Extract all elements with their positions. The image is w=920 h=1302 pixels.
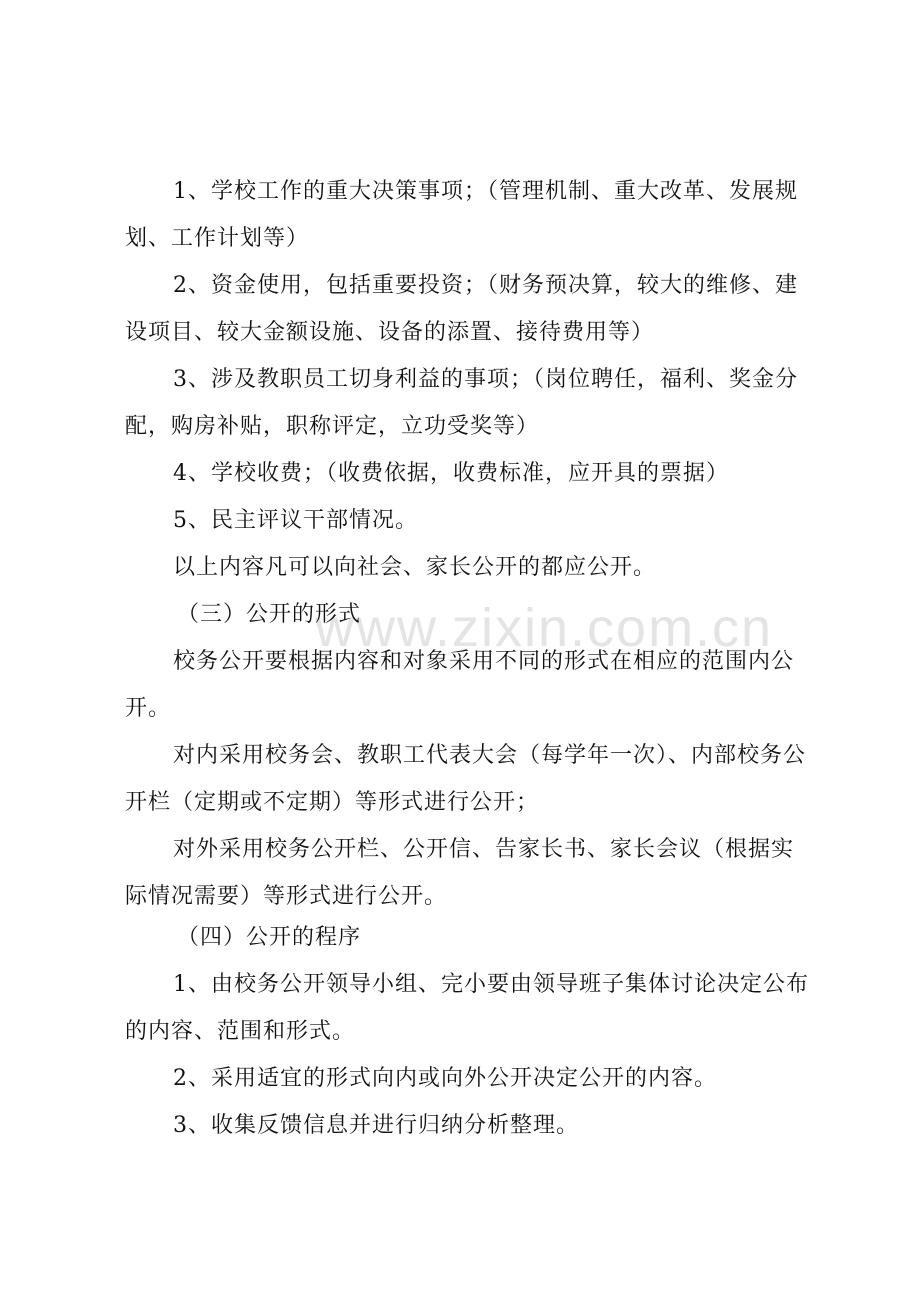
paragraph-forms-intro: 校务公开要根据内容和对象采用不同的形式在相应的范围内公开。 [125,649,795,721]
paragraph-decision-items: 1、学校工作的重大决策事项；（管理机制、重大改革、发展规划、工作计划等） [125,179,798,251]
paragraph-procedure-step-1: 1、由校务公开领导小组、完小要由领导班子集体讨论决定公布的内容、范围和形式。 [125,972,809,1044]
paragraph-fund-usage: 2、资金使用，包括重要投资；（财务预决算，较大的维修、建设项目、较大金额设施、设备的添置、接待费用等） [125,273,798,345]
paragraph-external-forms: 对外采用校务公开栏、公开信、告家长书、家长会议（根据实际情况需要）等形式进行公开。 [125,837,795,909]
paragraph-cadre-evaluation: 5、民主评议干部情况。 [173,508,418,533]
paragraph-procedure-step-3: 3、收集反馈信息并进行归纳分析整理。 [173,1113,579,1138]
paragraph-school-fees: 4、学校收费；（收费依据，收费标准，应开具的票据） [173,461,729,486]
watermark-text: www.zixin.com.cn [315,598,774,658]
paragraph-public-summary: 以上内容凡可以向社会、家长公开的都应公开。 [173,555,657,580]
section-heading-procedure: （四）公开的程序 [177,925,362,950]
paragraph-staff-interests: 3、涉及教职员工切身利益的事项；（岗位聘任，福利、奖金分配，购房补贴，职称评定，立功受奖等） [125,367,798,439]
section-heading-forms: （三）公开的形式 [177,602,362,627]
paragraph-procedure-step-2: 2、采用适宜的形式向内或向外公开决定公开的内容。 [173,1066,717,1091]
paragraph-internal-forms: 对内采用校务会、教职工代表大会（每学年一次）、内部校务公开栏（定期或不定期）等形式进行公开； [125,743,807,815]
